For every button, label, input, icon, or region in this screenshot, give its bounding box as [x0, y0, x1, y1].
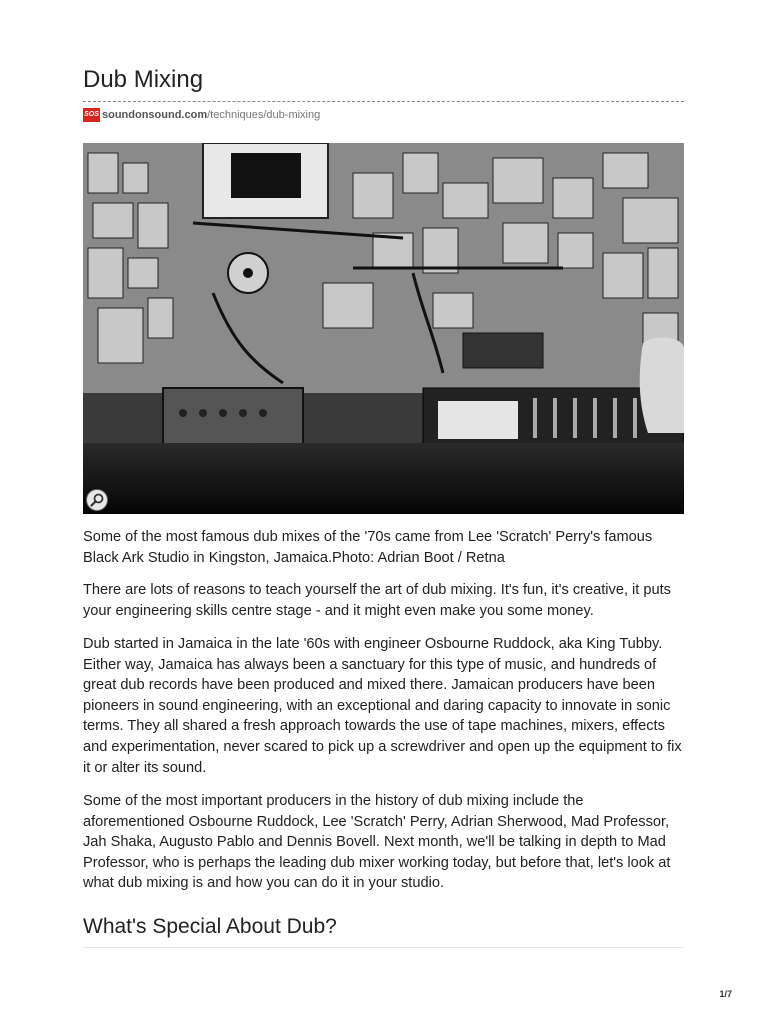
- source-domain: soundonsound.com: [102, 109, 208, 121]
- title-divider: [83, 101, 684, 102]
- paragraph: Dub started in Jamaica in the late '60s with engineer Osbourne Ruddock, aka King Tubby. Either way, Jamaica has always been a sanctuary for this type of music, and hundreds of great dub records have been produced and mixed there. Jamaican producers have been pioneers in sound engineering, with an exceptional and daring capacity to innovate in sonic terms. They all shared a fresh approach towards the use of tape machines, mixers, effects and experimentation, never scared to pick up a screwdriver and open up the equipment to fix it or alter its sound.: [83, 636, 682, 776]
- studio-photo: [83, 143, 684, 514]
- section-heading: What's Special About Dub?: [83, 915, 337, 938]
- sos-logo: SOS: [83, 108, 100, 122]
- paragraph: There are lots of reasons to teach yourself the art of dub mixing. It's fun, it's creative, it puts your engineering skills centre stage - and it might even make you some money.: [83, 582, 671, 619]
- source-path: /techniques/dub-mixing: [207, 109, 321, 121]
- paragraph: Some of the most important producers in the history of dub mixing include the aforementioned Osbourne Ruddock, Lee 'Scratch' Perry, Adrian Sherwood, Mad Professor, Jah Shaka, Augusto Pablo and Dennis Bovell. Next month, we'll be talking in depth to Mad Professor, who is perhaps the leading dub mixer working today, but before that, let's look at what dub mixing is and how you can do it in your studio.: [83, 793, 671, 892]
- photo-caption: Some of the most famous dub mixes of the '70s came from Lee 'Scratch' Perry's famous Black Ark Studio in Kingston, Jamaica.Photo: Adrian Boot / Retna: [83, 529, 653, 566]
- page-number: 1/7: [719, 989, 732, 999]
- section-divider: [83, 947, 684, 948]
- source-link[interactable]: [83, 107, 320, 123]
- page-title: Dub Mixing: [83, 66, 204, 93]
- zoom-icon[interactable]: [86, 489, 108, 511]
- studio-photo-illustration: [83, 143, 684, 514]
